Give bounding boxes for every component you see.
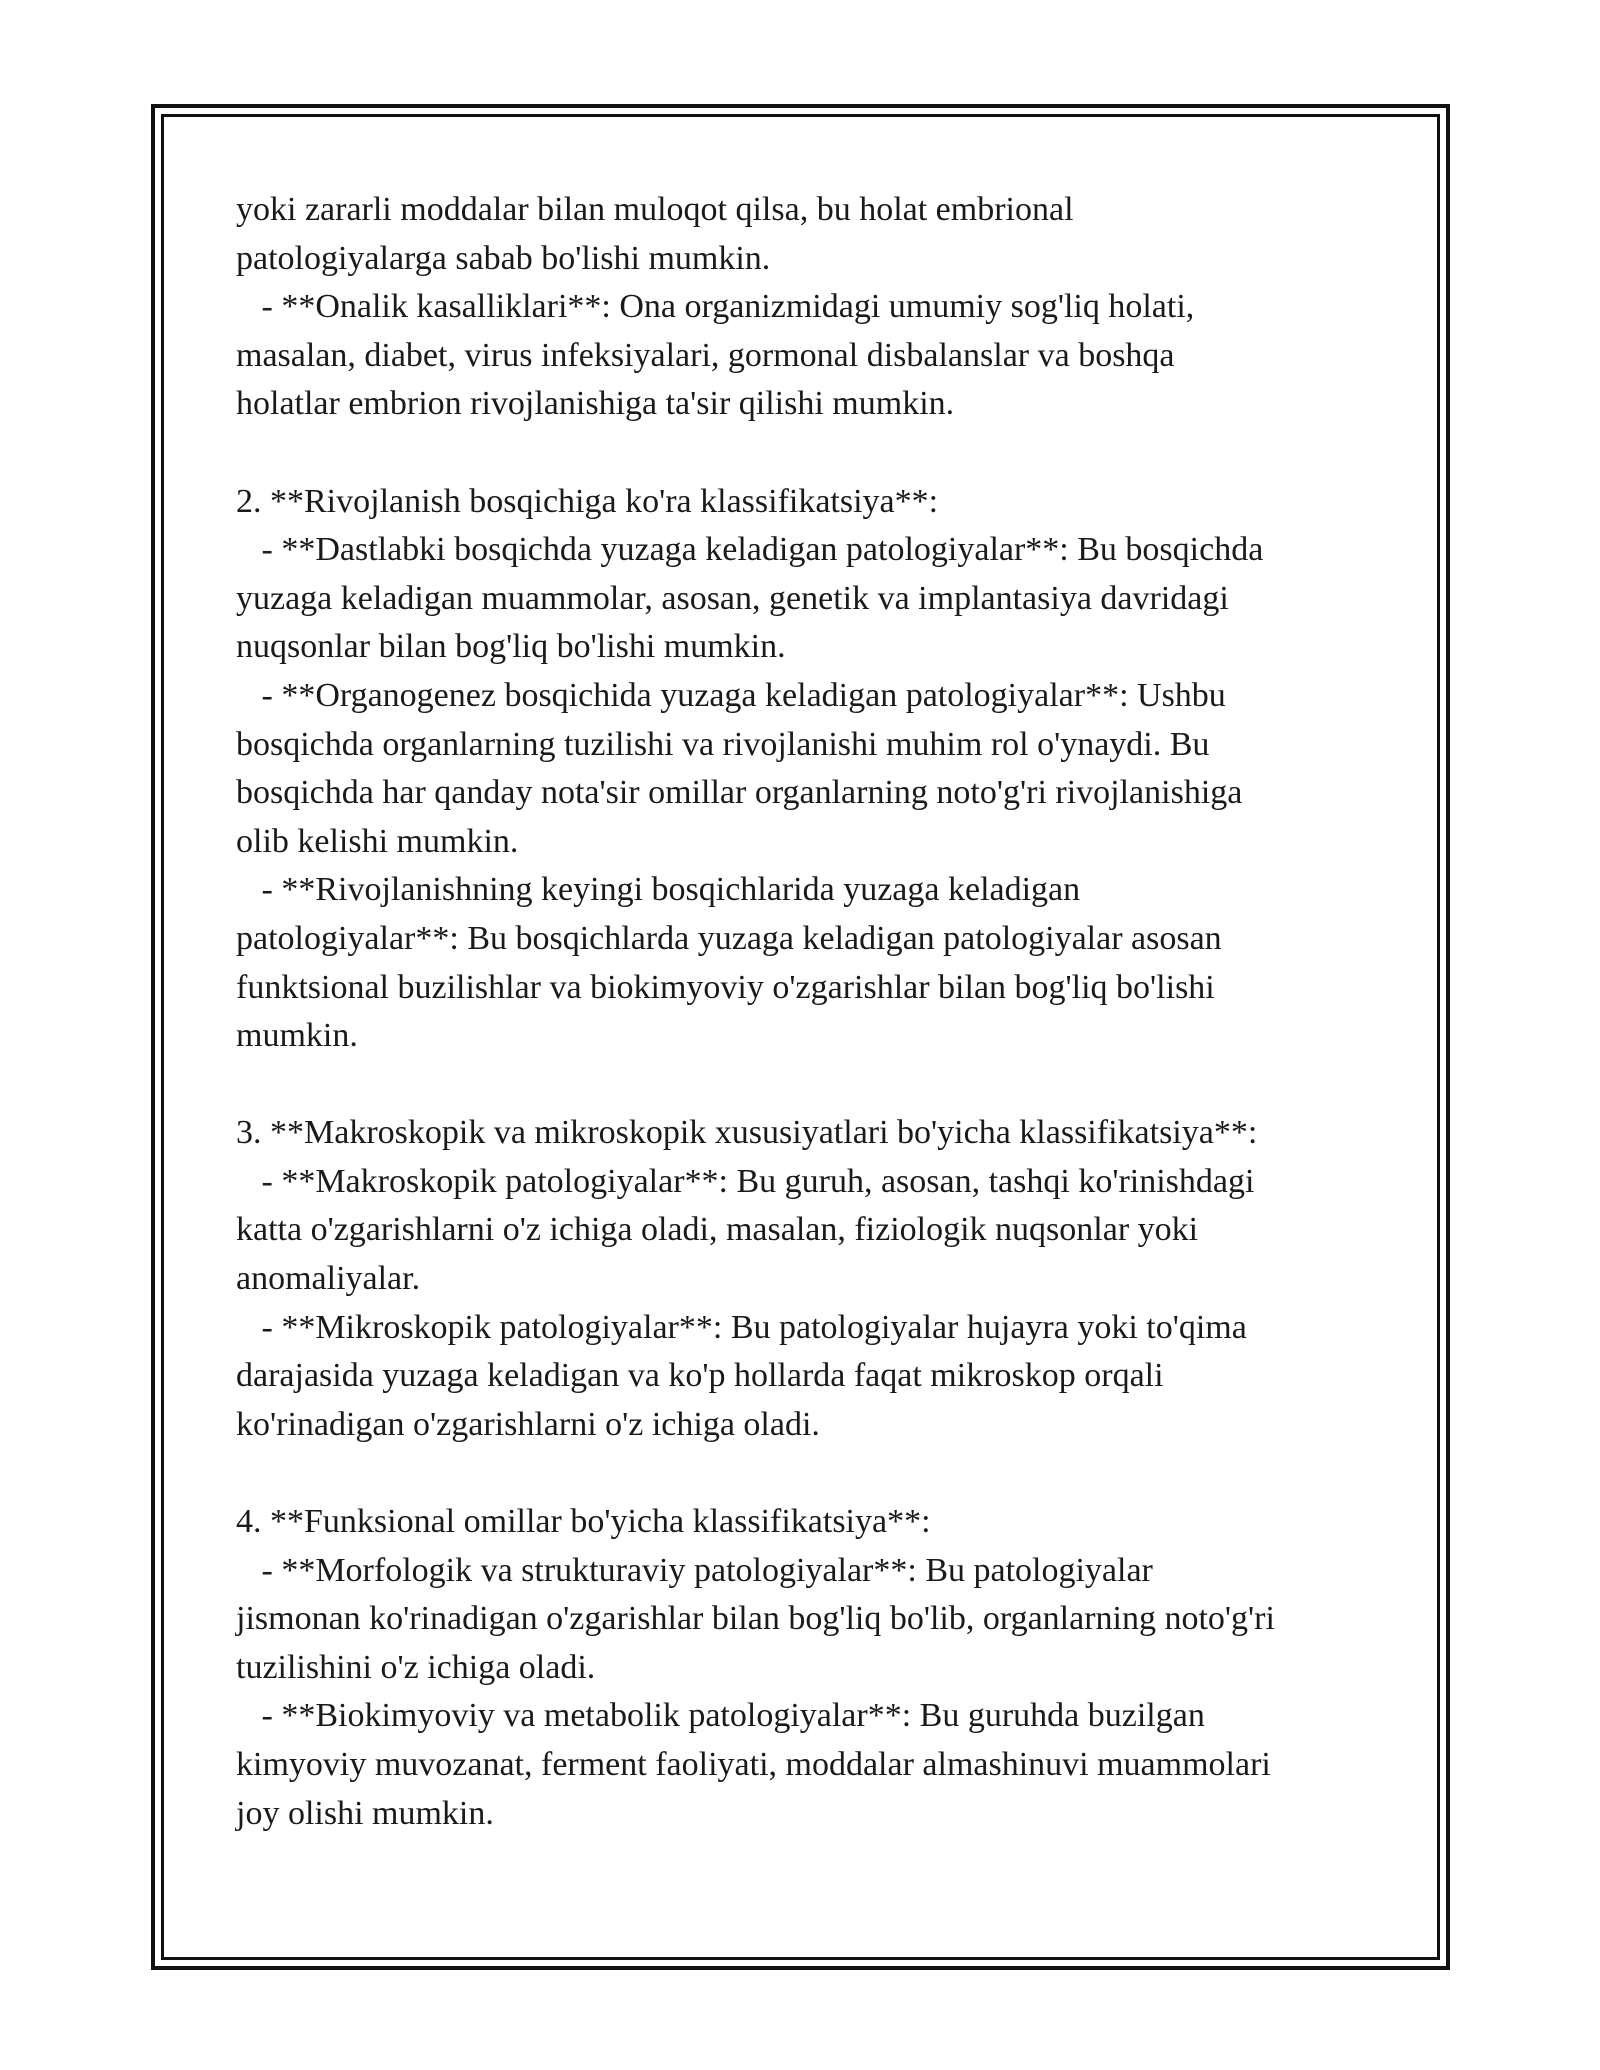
text-line: 3. **Makroskopik va mikroskopik xususiyatlari bo'yicha klassifikatsiya**:: [236, 1114, 1258, 1152]
text-line: - **Biokimyoviy va metabolik patologiyalar**: Bu guruhda buzilgan: [236, 1697, 1205, 1735]
text-line: - **Morfologik va strukturaviy patologiyalar**: Bu patologiyalar: [236, 1551, 1153, 1589]
document-body: [236, 186, 1396, 1838]
text-line: darajasida yuzaga keladigan va ko'p hollarda faqat mikroskop orqali: [236, 1357, 1164, 1395]
text-line: bosqichda organlarning tuzilishi va rivojlanishi muhim rol o'ynaydi. Bu: [236, 725, 1210, 763]
text-line: holatlar embrion rivojlanishiga ta'sir qilishi mumkin.: [236, 385, 955, 423]
text-line: - **Dastlabki bosqichda yuzaga keladigan patologiyalar**: Bu bosqichda: [236, 531, 1264, 569]
text-line: tuzilishini o'z ichiga oladi.: [236, 1648, 596, 1686]
text-line: 2. **Rivojlanish bosqichiga ko'ra klassifikatsiya**:: [236, 482, 939, 520]
blank-line: [236, 429, 1396, 478]
text-line: patologiyalarga sabab bo'lishi mumkin.: [236, 239, 771, 277]
text-line: - **Rivojlanishning keyingi bosqichlarida yuzaga keladigan: [236, 871, 1081, 909]
text-line: - **Makroskopik patologiyalar**: Bu guruh, asosan, tashqi ko'rinishdagi: [236, 1162, 1255, 1200]
text-line: funktsional buzilishlar va biokimyoviy o'zgarishlar bilan bog'liq bo'lishi: [236, 968, 1215, 1006]
text-line: bosqichda har qanday nota'sir omillar organlarning noto'g'ri rivojlanishiga: [236, 774, 1243, 812]
text-line: - **Onalik kasalliklari**: Ona organizmidagi umumiy sog'liq holati,: [236, 288, 1195, 326]
blank-line: [236, 1449, 1396, 1498]
text-line: 4. **Funksional omillar bo'yicha klassifikatsiya**:: [236, 1503, 931, 1541]
text-line: yoki zararli moddalar bilan muloqot qilsa, bu holat embrional: [236, 191, 1074, 228]
text-line: ko'rinadigan o'zgarishlarni o'z ichiga oladi.: [236, 1405, 820, 1443]
text-line: masalan, diabet, virus infeksiyalari, gormonal disbalanslar va boshqa: [236, 336, 1175, 374]
text-line: joy olishi mumkin.: [236, 1794, 494, 1832]
text-line: anomaliyalar.: [236, 1260, 421, 1298]
text-line: patologiyalar**: Bu bosqichlarda yuzaga keladigan patologiyalar asosan: [236, 919, 1222, 957]
text-line: katta o'zgarishlarni o'z ichiga oladi, masalan, fiziologik nuqsonlar yoki: [236, 1211, 1199, 1249]
text-line: - **Organogenez bosqichida yuzaga keladigan patologiyalar**: Ushbu: [236, 676, 1226, 714]
text-line: mumkin.: [236, 1017, 358, 1055]
text-line: nuqsonlar bilan bog'liq bo'lishi mumkin.: [236, 628, 786, 666]
text-line: yuzaga keladigan muammolar, asosan, genetik va implantasiya davridagi: [236, 579, 1229, 617]
text-line: olib kelishi mumkin.: [236, 822, 519, 860]
text-line: kimyoviy muvozanat, ferment faoliyati, moddalar almashinuvi muammolari: [236, 1746, 1271, 1783]
blank-line: [236, 1061, 1396, 1110]
text-line: - **Mikroskopik patologiyalar**: Bu patologiyalar hujayra yoki to'qima: [236, 1308, 1247, 1346]
text-line: jismonan ko'rinadigan o'zgarishlar bilan bog'liq bo'lib, organlarning noto'g'ri: [236, 1600, 1275, 1638]
